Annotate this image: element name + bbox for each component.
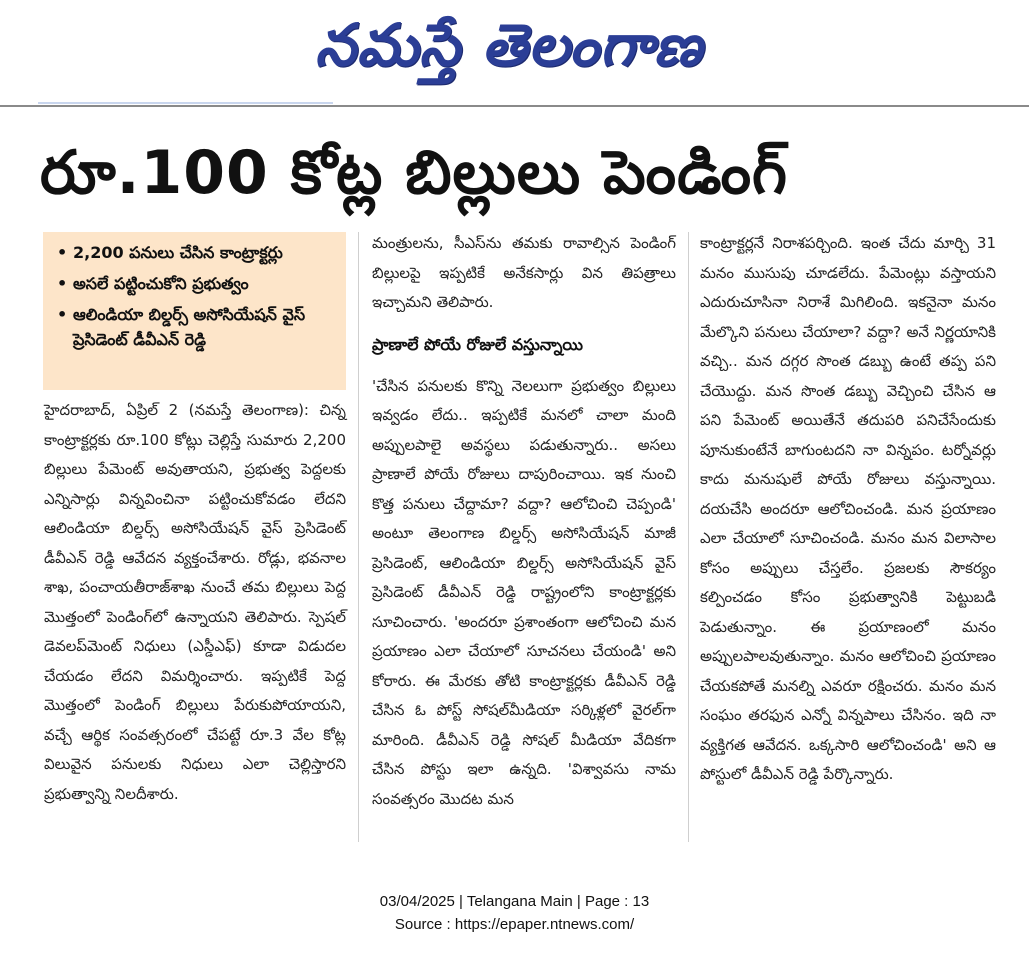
newspaper-logo: నమస్తే తెలంగాణ (315, 11, 703, 79)
masthead-rule (0, 105, 1029, 107)
footer-edition-info: 03/04/2025 | Telangana Main | Page : 13 (379, 893, 650, 910)
article-subhead: ప్రాణాలే పోయే రోజులే వస్తున్నాయి (372, 334, 583, 354)
highlight-text: 2,200 పనులు చేసిన కాంట్రాక్టర్లు (73, 243, 283, 262)
article-paragraph: 'చేసిన పనులకు కొన్ని నెలలుగా ప్రభుత్వం బిల్లులు ఇవ్వడం లేదు.. ఇప్పటికే మనలో చాలా మంది అప్పులపాలై అవస్థలు పడుతున్నారు.. అసలు ప్రాణాలే పోయే రోజులు దాపురించాయి. ఇక నుంచి కొత్త పనులు చేద్దామా? వద్దా? ఆలోచించి చెప్పండి' అంటూ తెలంగాణ బిల్డర్స్ అసోసియేషన్ మాజీ ప్రెసిడెంట్, ఆలిండియా బిల్డర్స్ అసోసియేషన్ వైస్ ప్రెసిడెంట్ డీవీఎన్ రెడ్డి రాష్ట్రంలోని కాంట్రాక్టర్లకు సూచించారు. 'అందరూ ప్రశాంతంగా ఆలోచించి మన ప్రయాణం ఎలా చేయాలో సూచనలు చేయండి' అని కోరారు. ఈ మేరకు తోటి కాంట్రాక్టర్లకు డీవీఎన్ రెడ్డి చేసిన ఓ పోస్ట్ సోషల్‌మీడియా సర్కిళ్లలో వైరల్‌గా మారింది. డీవీఎన్ రెడ్డి సోషల్ మీడియా వేదికగా చేసిన పోస్టు ఇలా ఉన్నది. 'విశ్వావసు నామ సంవత్సరం మొదట మన (372, 376, 676, 808)
footer-source[interactable]: Source : https://epaper.ntnews.com/ (394, 916, 635, 933)
bullet-icon: • (57, 274, 68, 293)
highlight-text: ఆలిండియా బిల్డర్స్ అసోసియేషన్ వైస్ ప్రెసిడెంట్ డీవీఎన్ రెడ్డి (73, 305, 306, 349)
bullet-icon: • (57, 243, 68, 262)
column-divider (358, 232, 359, 842)
highlight-text: అసలే పట్టించుకోని ప్రభుత్వం (73, 274, 249, 293)
masthead-accent-rule (38, 102, 333, 104)
highlight-item (57, 271, 336, 296)
masthead (0, 0, 1029, 100)
article-column-1 (44, 396, 346, 809)
bullet-icon: • (57, 305, 68, 324)
highlight-item (57, 240, 336, 265)
highlights-box (43, 232, 346, 390)
article-paragraph: కాంట్రాక్టర్లనే నిరాశపర్చింది. ఇంత చేదు మార్చి 31 మనం ముసుపు చూడలేదు. పేమెంట్లు వస్తాయని ఎదురుచూసినా నిరాశే మిగిలింది. ఇకనైనా మనం మేల్కొని పనులు చేయాలా? వద్దా? అనే నిర్ణయానికి వచ్చి.. మన దగ్గర సొంత డబ్బు ఉంటే తప్ప పని చేయొద్దు. మన సొంత డబ్బు వెచ్చించి చేసిన ఆ పని పేమెంట్ అయితేనే తదుపరి పనిచేసేందుకు పూనుకుంటేనే బాగుంటదని నా విన్నపం. టర్నోవర్లు కాదు మనుషులే పోయే రోజులు వస్తున్నాయి. దయచేసి అందరూ ఆలోచించండి. మన ప్రయాణం ఎలా చేయాలో సూచించండి. మనం మన విలాసాల కోసం అప్పులు చేస్తలేం. ప్రజలకు సౌకర్యం కల్పించడం కోసం ప్రభుత్వానికి పెట్టుబడి పెడుతున్నాం. ఈ ప్రయాణంలో మనం అప్పులపాలవుతున్నాం. మనం ఆలోచించి ప్రయాణం చేయకపోతే మనల్ని ఎవరూ రక్షించరు. మనం మన సంఘం తరఫున ఎన్నో విన్నపాలు చేసినం. ఇది నా వ్యక్తిగత ఆవేదన. ఒక్కసారి ఆలోచించండి' అని ఆ పోస్టులో డీవీఎన్ రెడ్డి పేర్కొన్నారు. (700, 234, 996, 783)
article-headline: రూ.100 కోట్ల బిల్లులు పెండింగ్ (40, 138, 788, 208)
article-column-2 (372, 229, 676, 814)
page-footer (0, 890, 1029, 936)
article-paragraph: మంత్రులను, సీఎస్‌ను తమకు రావాల్సిన పెండింగ్ బిల్లులపై ఇప్పటికే అనేకసార్లు విన తిపత్రాలు ఇచ్చామని తెలిపారు. (372, 234, 676, 311)
article-paragraph: హైదరాబాద్, ఏప్రిల్ 2 (నమస్తే తెలంగాణ): చిన్న కాంట్రాక్టర్లకు రూ.100 కోట్లు చెల్లిస్తే సుమారు 2,200 బిల్లులు పేమెంట్ అవుతాయని, ప్రభుత్వ పెద్దలకు ఎన్నిసార్లు విన్నవించినా పట్టించుకోవడం లేదని ఆలిండియా బిల్డర్స్ అసోసియేషన్ వైస్ ప్రెసిడెంట్ డీవీఎన్ రెడ్డి ఆవేదన వ్యక్తంచేశారు. రోడ్లు, భవనాల శాఖ, పంచాయతీరాజ్‌శాఖ నుంచే తమ బిల్లులు పెద్ద మొత్తంలో పెండింగ్‌లో ఉన్నాయని తెలిపారు. స్పెషల్ డెవలప్‌మెంట్ నిధులు (ఎస్డీఎఫ్) కూడా విడుదల చేయడం లేదని విమర్శించారు. ఇప్పటికే పెద్ద మొత్తంలో పెండింగ్ బిల్లులు పేరుకుపోయాయని, వచ్చే ఆర్థిక సంవత్సరంలో చేపట్టే రూ.3 వేల కోట్ల విలువైన పనులకు నిధులు ఎలా చెల్లిస్తారని ప్రభుత్వాన్ని నిలదీశారు. (44, 401, 346, 803)
column-divider (688, 232, 689, 842)
highlight-item (57, 302, 336, 352)
article-column-3 (700, 229, 996, 790)
